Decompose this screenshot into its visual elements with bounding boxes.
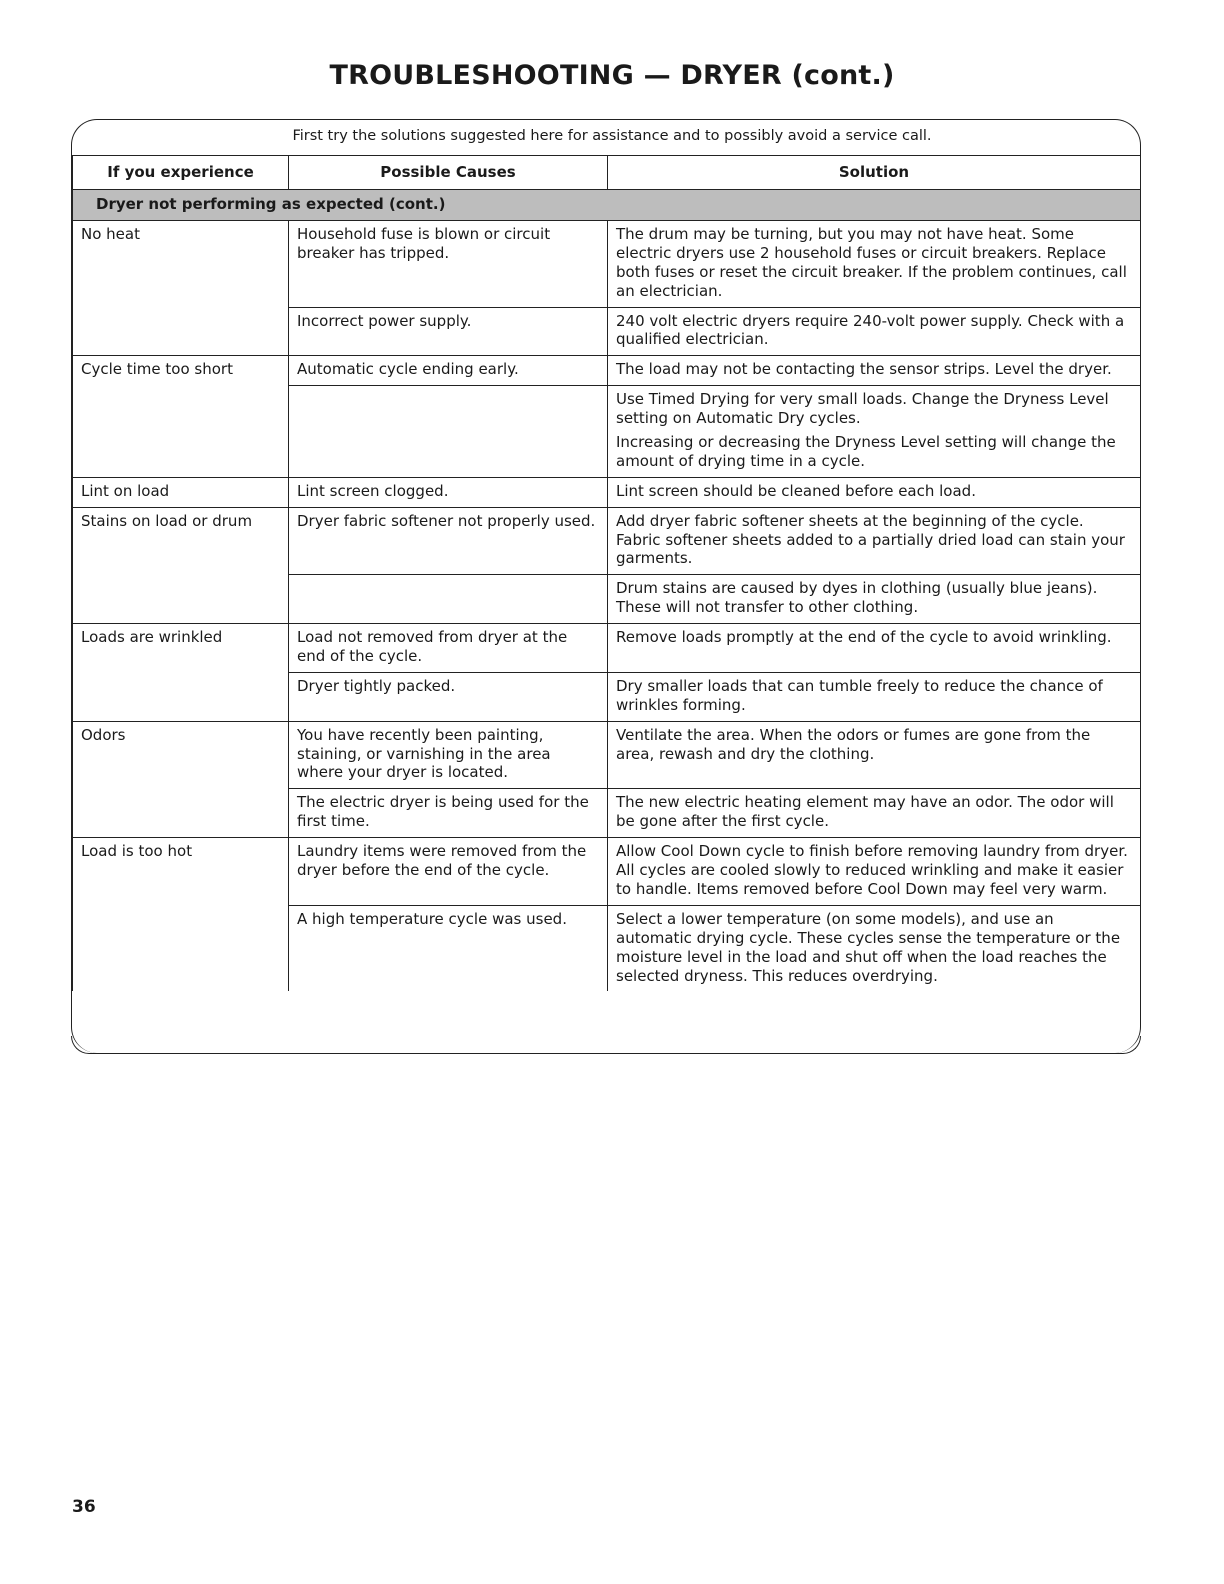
solution-cell <box>608 672 1141 721</box>
header-solution: Solution <box>608 156 1141 190</box>
solution-text: Allow Cool Down cycle to finish before removing laundry from dryer. All cycles are cooled slowly to reduced wrinkling and make it easier to handle. Items removed before Cool Down may feel very warm. <box>616 842 1128 898</box>
solution-text: Remove loads promptly at the end of the cycle to avoid wrinkling. <box>616 628 1112 647</box>
table-row <box>73 221 1141 308</box>
solution-text: Dry smaller loads that can tumble freely to reduce the chance of wrinkles forming. <box>616 676 1103 714</box>
solution-cell <box>608 307 1141 356</box>
intro-text: First try the solutions suggested here for assistance and to possibly avoid a service call. <box>292 128 932 144</box>
solution-text: Add dryer fabric softener sheets at the beginning of the cycle. Fabric softener sheets added to a partially dried load can stain your garments. <box>616 511 1125 568</box>
solution-text: The new electric heating element may have an odor. The odor will be gone after the first cycle. <box>616 793 1114 831</box>
table-row <box>73 721 1141 789</box>
solution-cell <box>608 477 1141 507</box>
solution-text: Lint screen should be cleaned before each load. <box>616 481 976 500</box>
solution-cell <box>608 507 1141 575</box>
cause-cell: You have recently been painting, staining, or varnishing in the area where your dryer is located. <box>289 721 608 789</box>
table-row <box>73 507 1141 575</box>
cause-cell: Incorrect power supply. <box>289 307 608 356</box>
solution-text: The drum may be turning, but you may not have heat. Some electric dryers use 2 household fuses or circuit breakers. Replace both fuses or reset the circuit breaker. If the problem continues, call an electrician. <box>616 225 1127 300</box>
solution-text: Use Timed Drying for very small loads. Change the Dryness Level setting on Automatic Dry cycles. <box>616 390 1109 428</box>
solution-cell <box>608 356 1141 386</box>
page-number: 36 <box>72 1497 96 1517</box>
cause-cell <box>289 386 608 478</box>
section-row <box>73 190 1141 221</box>
solution-cell <box>608 221 1141 308</box>
experience-cell: Load is too hot <box>73 838 289 992</box>
page-title: TROUBLESHOOTING — DRYER (cont.) <box>329 60 895 91</box>
table-row <box>73 477 1141 507</box>
solution-cell <box>608 575 1141 624</box>
table-row <box>73 838 1141 906</box>
experience-cell: Loads are wrinkled <box>73 624 289 722</box>
troubleshooting-table <box>72 155 1141 991</box>
cause-cell: Laundry items were removed from the dryer before the end of the cycle. <box>289 838 608 906</box>
experience-cell: Stains on load or drum <box>73 507 289 623</box>
cause-cell: Lint screen clogged. <box>289 477 608 507</box>
solution-cell <box>608 789 1141 838</box>
solution-cell <box>608 386 1141 478</box>
header-experience: If you experience <box>73 156 289 190</box>
solution-text: The load may not be contacting the sensor strips. Level the dryer. <box>616 360 1112 379</box>
section-label: Dryer not performing as expected (cont.) <box>73 190 1141 221</box>
experience-cell: Lint on load <box>73 477 289 507</box>
cause-cell: The electric dryer is being used for the first time. <box>289 789 608 838</box>
header-causes: Possible Causes <box>289 156 608 190</box>
cause-cell: Load not removed from dryer at the end of the cycle. <box>289 624 608 673</box>
cause-cell: A high temperature cycle was used. <box>289 905 608 991</box>
experience-cell: Odors <box>73 721 289 837</box>
cause-cell: Dryer fabric softener not properly used. <box>289 507 608 575</box>
cause-cell: Dryer tightly packed. <box>289 672 608 721</box>
experience-cell: No heat <box>73 221 289 356</box>
solution-text: Increasing or decreasing the Dryness Level setting will change the amount of drying time in a cycle. <box>616 433 1116 470</box>
solution-text: 240 volt electric dryers require 240-volt power supply. Check with a qualified electrician. <box>616 311 1125 349</box>
cause-cell: Automatic cycle ending early. <box>289 356 608 386</box>
solution-cell <box>608 905 1141 991</box>
solution-cell <box>608 624 1141 673</box>
table-row <box>73 624 1141 673</box>
cause-cell: Household fuse is blown or circuit breaker has tripped. <box>289 221 608 308</box>
table-frame-bottom <box>71 1036 1141 1054</box>
experience-cell: Cycle time too short <box>73 356 289 477</box>
solution-text: Drum stains are caused by dyes in clothing (usually blue jeans). These will not transfer to other clothing. <box>616 579 1098 617</box>
table-header-row <box>73 156 1141 190</box>
solution-cell <box>608 838 1141 906</box>
solution-cell <box>608 721 1141 789</box>
table-row <box>73 356 1141 386</box>
solution-text: Ventilate the area. When the odors or fumes are gone from the area, rewash and dry the clothing. <box>616 725 1091 763</box>
cause-cell <box>289 575 608 624</box>
solution-text: Select a lower temperature (on some models), and use an automatic drying cycle. These cycles sense the temperature or the moisture level in the load and shut off when the load reaches the selected dryness. This reduces overdrying. <box>616 909 1121 985</box>
